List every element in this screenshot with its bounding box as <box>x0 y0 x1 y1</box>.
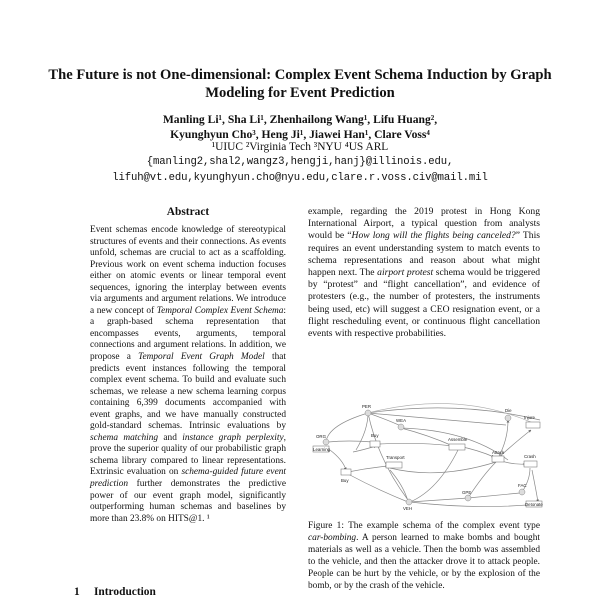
graph-edge <box>390 462 496 473</box>
graph-node <box>518 483 527 495</box>
graph-node <box>524 454 537 467</box>
author-line: Kyunghyun Cho³, Heng Ji¹, Jiawei Han¹, Clare Voss⁴ <box>170 128 430 141</box>
abstract-emphasis: instance graph perplexity <box>182 432 284 443</box>
graph-node <box>492 450 505 462</box>
body-emphasis: airport protest <box>377 267 434 279</box>
graph-node <box>462 490 471 501</box>
graph-node-label: Transport <box>386 455 405 460</box>
paper-title: The Future is not One-dimensional: Complex Event Schema Induction by Graph Modeling for Event Prediction <box>48 67 552 101</box>
abstract-heading: Abstract <box>166 206 210 218</box>
graph-node <box>525 501 543 507</box>
graph-node-label: Buy <box>371 433 379 438</box>
section-number: 1 <box>74 586 80 598</box>
graph-edge <box>368 413 506 425</box>
author-line: Manling Li¹, Sha Li¹, Zhenhailong Wang¹, Lifu Huang², <box>162 113 438 126</box>
graph-node-label: Crash <box>524 454 536 459</box>
graph-edge <box>330 450 346 470</box>
graph-edge <box>410 498 468 502</box>
graph-edge <box>468 493 520 498</box>
graph-edge <box>380 443 453 446</box>
body-text-run: example, regarding the 2019 protest in Hong Kong International Airport, a typical question from analysts would be “ <box>308 206 540 242</box>
graph-node-label: Detonate <box>525 502 543 507</box>
section-title: Introduction <box>94 586 156 598</box>
graph-node <box>370 433 380 447</box>
body-text <box>308 206 540 340</box>
graph-node-label: PER <box>362 404 372 409</box>
graph-node-label: ORG <box>316 434 327 439</box>
affiliations: ¹UIUC ²Virginia Tech ³NYU ⁴US ARL <box>211 141 389 153</box>
graph-node-label: Assemble <box>448 437 468 442</box>
graph-node-label: WEA <box>396 418 407 423</box>
schema-graph <box>308 380 544 512</box>
graph-edge <box>328 441 373 442</box>
email-line: lifuh@vt.edu,kyunghyun.cho@nyu.edu,clare.r.voss.civ@mail.mil <box>112 172 488 184</box>
graph-node-label: GPE <box>462 490 472 495</box>
caption-text: Figure 1: The example schema of the complex event type <box>308 521 540 531</box>
graph-edge <box>468 462 496 498</box>
graph-node <box>316 434 329 445</box>
email-list <box>20 154 580 186</box>
graph-node <box>313 446 331 452</box>
graph-edge <box>368 408 540 420</box>
graph-node-label: Attack <box>492 450 505 455</box>
abstract-text: , prove the superior quality of our probabilistic graph schema library compared to linear representations. Extrinsic evaluation on <box>90 432 286 478</box>
abstract-text: and <box>158 432 183 443</box>
graph-node-label: Buy <box>341 478 349 483</box>
figure-caption <box>308 521 540 592</box>
graph-node-label: Injure <box>524 415 535 420</box>
abstract-text: that predicts event instances following the temporal complex event schema. To build and evaluate such schemas, we release a new schema learning corpus containing 6,399 documents accompanied with event graphs, and we have manually constructed gold-standard schemas. Intrinsic evaluations by <box>90 352 286 432</box>
introduction-heading <box>74 586 294 598</box>
graph-edge <box>356 413 368 450</box>
abstract-body <box>90 225 286 525</box>
graph-edge <box>348 466 388 472</box>
graph-nodes <box>313 404 543 511</box>
abstract-emphasis: Temporal Complex Event Schema <box>156 305 284 316</box>
graph-node-label: Die <box>505 408 512 413</box>
abstract-text: further demonstrates the predictive power of our event graph model, significantly outperforming human schemas and baselines by more than 23.8% on HITS@1. ¹ <box>90 479 286 524</box>
body-emphasis: How long will the flights being canceled? <box>351 230 516 242</box>
graph-node-label: Learning <box>313 447 331 452</box>
graph-node <box>386 455 405 468</box>
graph-edge <box>410 502 538 507</box>
abstract-text: : a graph-based schema representation that encompasses events, arguments, temporal connections and argument relations. In addition, we propose a <box>90 305 286 363</box>
abstract-emphasis: Temporal Event Graph Model <box>138 352 265 363</box>
abstract-text: Event schemas encode knowledge of stereotypical structures of events and their connections. As events unfold, schemas are crucial to act as a scaffolding. Previous work on event schema induction focuses either on atomic events or linear temporal event sequences, ignoring the interplay between events via arguments and argument relations. We introduce a new concept of <box>90 225 286 316</box>
body-text-run: schema would be triggered by “protest” and “flight cancellation”, and evidence of protesters (e.g., the number of protesters, the instruments being used, etc) will suggest a CEO resignation event, or a flight rescheduling event, or continuous flight cancellation events with respective probabilities. <box>308 267 541 340</box>
author-list <box>40 112 560 142</box>
caption-emphasis: car-bombing <box>308 532 357 543</box>
graph-node <box>341 469 351 483</box>
graph-node-label: VEH <box>403 506 413 511</box>
graph-node-label: FAC <box>518 483 527 488</box>
body-text-run: ” This requires an event understanding system to match events to schema representations and reason about what might happen next. The <box>308 230 540 279</box>
graph-edge <box>522 468 530 492</box>
caption-text: . A person learned to make bombs and bought materials as well as a vehicle. Then the bomb was assembled to the vehicle, and then the attacker drove it to attack people. People can be hurt by the vehicle, or by the explosion of the bomb, or by the crash of the vehicle. <box>308 532 540 591</box>
email-line: {manling2,shal2,wangz3,hengji,hanj}@illinois.edu, <box>146 156 454 168</box>
abstract-emphasis: schema-guided future event prediction <box>90 467 286 490</box>
graph-edge <box>410 450 458 502</box>
graph-node <box>448 437 468 450</box>
schema-figure <box>308 380 544 512</box>
graph-edge <box>348 474 408 502</box>
abstract-emphasis: schema matching <box>90 432 159 443</box>
graph-edge <box>326 413 368 442</box>
graph-node <box>524 415 540 428</box>
graph-edge <box>532 470 538 502</box>
